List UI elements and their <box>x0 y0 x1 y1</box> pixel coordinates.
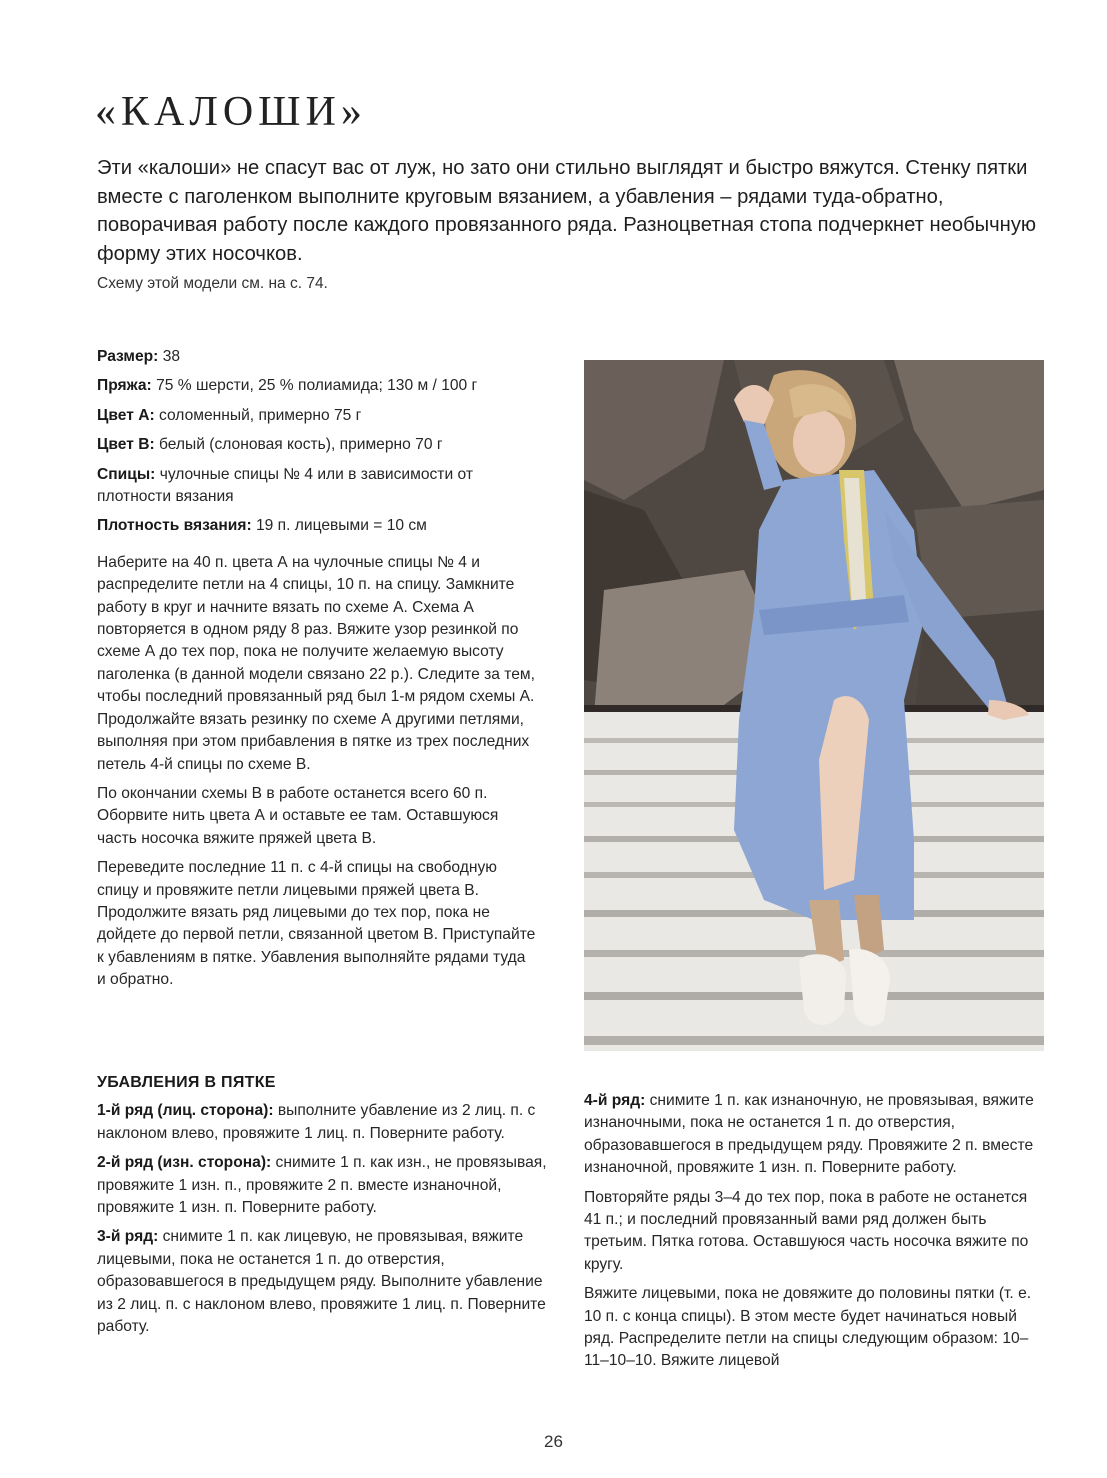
heel-row-2: 2-й ряд (изн. сторона): снимите 1 п. как изн., не провязывая, провяжите 1 изн. п., провяжите 2 п. вместе изнаночной, провяжите 1 изн. п. Поверните работу. <box>97 1154 547 1217</box>
heel-row-1: 1-й ряд (лиц. сторона): выполните убавление из 2 лиц. п. с наклоном влево, провяжите 1 лиц. п. Поверните работу. <box>97 1102 536 1142</box>
page-number: 26 <box>544 1432 563 1451</box>
instruction-paragraph: По окончании схемы В в работе останется всего 60 п. Оборвите нить цвета А и оставьте ее там. Оставшуюся часть носочка вяжите пряжей цвета В. <box>97 784 499 847</box>
spec-needles: Спицы: чулочные спицы № 4 или в зависимости от плотности вязания <box>97 465 473 506</box>
instruction-paragraph: Переведите последние 11 п. с 4-й спицы на свободную спицу и провяжите петли лицевыми пряжей цвета В. Продолжите вязать ряд лицевыми до тех пор, пока не дойдете до первой петли, связанной цветом В. Приступайте к убавлениям в пятке. Убавления выполняйте рядами туда и обратно. <box>97 859 536 989</box>
spec-gauge: Плотность вязания: 19 п. лицевыми = 10 см <box>97 517 427 535</box>
instruction-paragraph: Наберите на 40 п. цвета А на чулочные спицы № 4 и распределите петли на 4 спицы, 10 п. на спицу. Замкните работу в круг и начните вязать по схеме А. Схема А повторяется в одном ряду 8 раз. Вяжите узор резинкой по схеме А до тех пор, пока не получите желаемую высоту паголенка (в данной модели связано 22 р.). Следите за тем, чтобы последний провязанный ряд был 1-м рядом схемы А. Продолжайте вязать резинку по схеме А другими петлями, выполняя при этом прибавления в пятке из трех последних петель 4-й спицы по схеме В. <box>97 553 535 773</box>
left-column-top <box>97 346 537 999</box>
scheme-reference: Схему этой модели см. на с. 74. <box>97 275 328 292</box>
spec-size: Размер: 38 <box>97 348 181 365</box>
right-column-bottom <box>584 1090 1044 1380</box>
intro-paragraph: Эти «калоши» не спасут вас от луж, но зато они стильно выглядят и быстро вяжутся. Стенку пятки вместе с паголенком выполните круговым вязанием, а убавления – рядами туда-обратно, поворачивая работу после каждого провязанного ряда. Разноцветная стопа подчеркнет необычную форму этих носочков. <box>97 157 1037 265</box>
left-column-bottom <box>97 1072 547 1345</box>
instruction-paragraph: Вяжите лицевыми, пока не довяжите до половины пятки (т. е. 10 п. с конца спицы). В этом месте будет начинаться новый ряд. Распределите петли на спицы следующим образом: 10–11–10–10. Вяжите лицевой <box>584 1285 1032 1370</box>
instruction-paragraph: Повторяйте ряды 3–4 до тех пор, пока в работе не останется 41 п.; и последний провязанный вами ряд должен быть третьим. Пятка готова. Оставшуюся часть носочка вяжите по кругу. <box>584 1188 1029 1273</box>
spec-yarn: Пряжа: 75 % шерсти, 25 % полиамида; 130 м / 100 г <box>97 377 478 395</box>
photo-illustration <box>584 360 1044 1051</box>
spec-color-b: Цвет В: белый (слоновая кость), примерно 70 г <box>97 436 443 454</box>
page-title: «КАЛОШИ» <box>95 89 367 135</box>
heel-row-4: 4-й ряд: снимите 1 п. как изнаночную, не провязывая, вяжите изнаночными, пока не останется 1 п. до отверстия, образовавшегося в предыдущем ряду. Провяжите 2 п. вместе изнаночной, провяжите 1 изн. п. Поверните работу. <box>584 1092 1034 1177</box>
spec-color-a: Цвет А: соломенный, примерно 75 г <box>97 406 362 424</box>
heel-section-heading: УБАВЛЕНИЯ В ПЯТКЕ <box>97 1074 276 1091</box>
model-photo <box>584 360 1044 1051</box>
heel-row-3: 3-й ряд: снимите 1 п. как лицевую, не провязывая, вяжите лицевыми, пока не останется 1 п. до отверстия, образовавшегося в предыдущем ряду. Выполните убавление из 2 лиц. п. с наклоном влево, провяжите 1 лиц. п. Поверните работу. <box>97 1228 546 1336</box>
